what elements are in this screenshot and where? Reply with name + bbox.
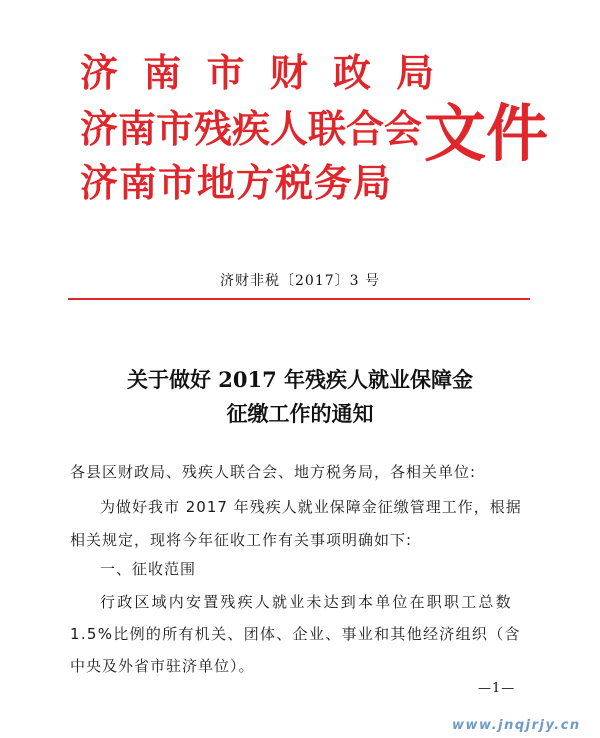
paragraph-2-line-1: 行政区域内安置残疾人就业未达到本单位在职职工总数 <box>100 593 513 611</box>
section-1-heading: 一、征收范围 <box>100 560 197 578</box>
page-number: —1— <box>478 681 516 696</box>
site-watermark: www.jnqjrjy.cn <box>452 718 581 733</box>
notice-title-line-1: 关于做好 2017 年残疾人就业保障金 <box>126 367 474 392</box>
red-divider-line <box>68 298 530 300</box>
document-number: 济财非税〔2017〕3 号 <box>220 273 380 289</box>
agency-finance-bureau: 济 南 市 财 政 局 <box>80 50 441 95</box>
agency-disabled-persons-federation: 济南市残疾人联合会 <box>80 106 423 151</box>
addressee-line: 各县区财政局、残疾人联合会、地方税务局，各相关单位: <box>70 463 477 481</box>
paragraph-1-line-1: 为做好我市 2017 年残疾人就业保障金征缴管理工作，根据 <box>100 498 522 516</box>
document-type-label: 文件 <box>424 97 549 170</box>
paragraph-2-line-3: 中央及外省市驻济单位）。 <box>70 657 255 675</box>
notice-title-line-2: 征缴工作的通知 <box>226 401 374 426</box>
paragraph-2-line-2: 1.5%比例的所有机关、团体、企业、事业和其他经济组织（含 <box>70 625 521 643</box>
agency-local-tax-bureau: 济南市地方税务局 <box>80 160 393 205</box>
paragraph-1-line-2: 相关规定，现将今年征收工作有关事项明确如下: <box>70 531 413 549</box>
